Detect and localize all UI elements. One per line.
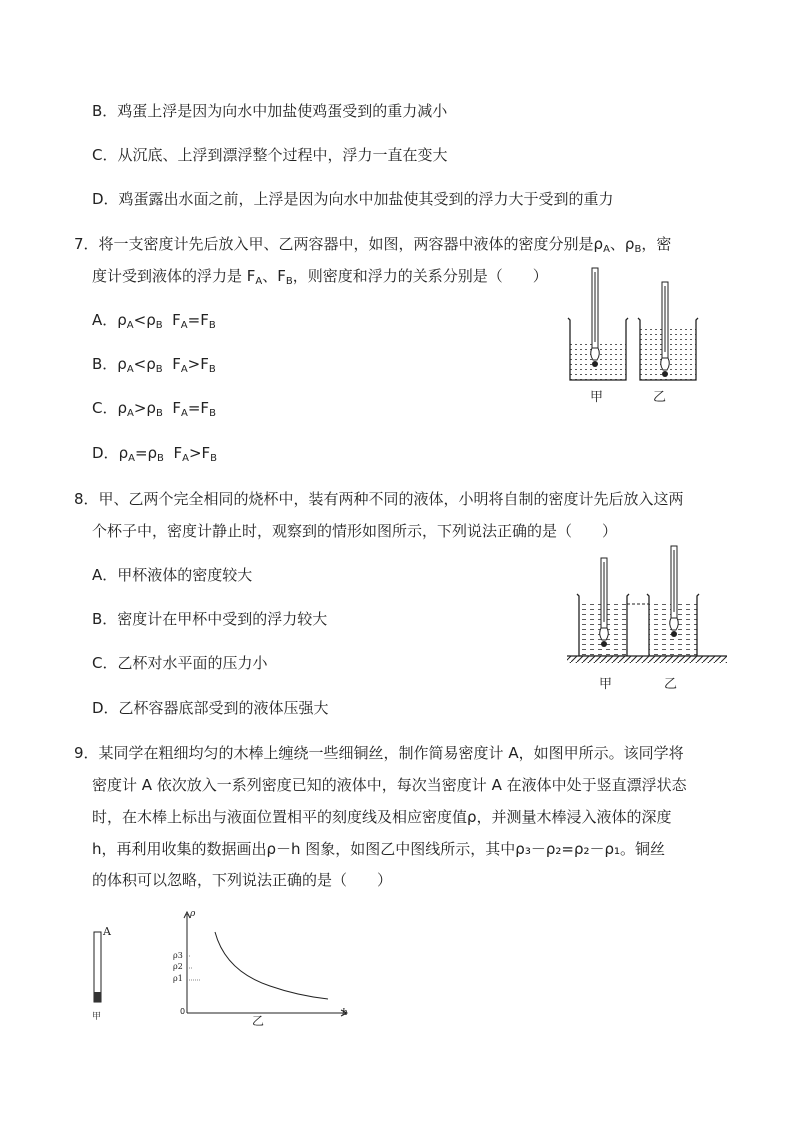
q7-stem-line1: 7．将一支密度计先后放入甲、乙两容器中，如图，两容器中液体的密度分别是$\rho_A$、$\rho_B$，密: [74, 235, 672, 255]
q9-tick-rho2: ρ2: [173, 962, 183, 971]
q9-graph: [160, 908, 360, 1026]
q7-option-c: C．$\rho_A>\rho_B$ $F_A=F_B$: [92, 399, 216, 419]
q8-option-b: B．密度计在甲杯中受到的浮力较大: [92, 610, 328, 628]
q9-label-jia: 甲: [92, 1012, 102, 1022]
q8-number: 8．: [74, 490, 99, 508]
q9-origin: 0: [180, 1007, 186, 1016]
q9-stem-line1: 9．某同学在粗细均匀的木棒上缠绕一些细铜丝，制作简易密度计 A，如图甲所示。该同学将: [74, 744, 684, 762]
q8-option-c: C．乙杯对水平面的压力小: [92, 654, 268, 672]
copper-wire-coil: [94, 992, 101, 1002]
q6-option-c: C．从沉底、上浮到漂浮整个过程中，浮力一直在变大: [92, 146, 448, 164]
q9-stem-line4: h，再利用收集的数据画出ρ－h 图象，如图乙中图线所示，其中ρ₃－ρ₂=ρ₂－ρ₁。铜丝: [92, 840, 666, 858]
q9-stem-line5: 的体积可以忽略，下列说法正确的是（ ）: [92, 871, 393, 889]
q8-option-a: A．甲杯液体的密度较大: [92, 566, 253, 584]
q8-figure: [565, 542, 730, 674]
q9-graph-x-label: h: [342, 1008, 348, 1018]
q9-stem-line2: 密度计 A 依次放入一系列密度已知的液体中，每次当密度计 A 在液体中处于竖直漂浮状态: [92, 776, 687, 794]
q7-option-a: A．$\rho_A<\rho_B$ $F_A=F_B$: [92, 311, 216, 331]
q7-figure: [565, 262, 700, 410]
q7-label-jia: 甲: [590, 390, 604, 405]
q8-stem-line2: 个杯子中，密度计静止时，观察到的情形如图所示，下列说法正确的是（ ）: [92, 522, 618, 540]
q7-option-d: D．$\rho_A=\rho_B$ $F_A>F_B$: [92, 444, 218, 464]
q9-number: 9．: [74, 744, 99, 762]
q9-graph-y-label: ρ: [190, 909, 196, 919]
q7-label-yi: 乙: [653, 390, 667, 405]
q8-stem-line1: 8．甲、乙两个完全相同的烧杯中，装有两种不同的液体，小明将自制的密度计先后放入这两: [74, 490, 684, 508]
q8-option-d: D．乙杯容器底部受到的液体压强大: [92, 699, 329, 717]
q9-stem-line3: 时，在木棒上标出与液面位置相平的刻度线及相应密度值ρ，并测量木棒浸入液体的深度: [92, 808, 672, 826]
q8-label-jia: 甲: [599, 677, 613, 692]
q6-option-b: B．鸡蛋上浮是因为向水中加盐使鸡蛋受到的重力减小: [92, 102, 448, 120]
q9-label-yi: 乙: [252, 1014, 265, 1028]
q8-label-yi: 乙: [664, 677, 678, 692]
q6-option-d: D．鸡蛋露出水面之前，上浮是因为向水中加盐使其受到的浮力大于受到的重力: [92, 190, 614, 208]
q9-rod-label: A: [103, 925, 111, 938]
q9-tick-rho1: ρ1: [173, 974, 183, 983]
q7-option-b: B．$\rho_A<\rho_B$ $F_A>F_B$: [92, 355, 216, 375]
beaker-yi: [638, 282, 698, 380]
q9-tick-rho3: ρ3: [173, 951, 183, 960]
beaker-jia: [568, 268, 628, 380]
q7-number: 7．: [74, 235, 99, 253]
q7-stem-line2: 度计受到液体的浮力是 $F_A$、$F_B$，则密度和浮力的关系分别是（ ）: [92, 267, 548, 287]
rho-h-curve: [215, 932, 328, 999]
